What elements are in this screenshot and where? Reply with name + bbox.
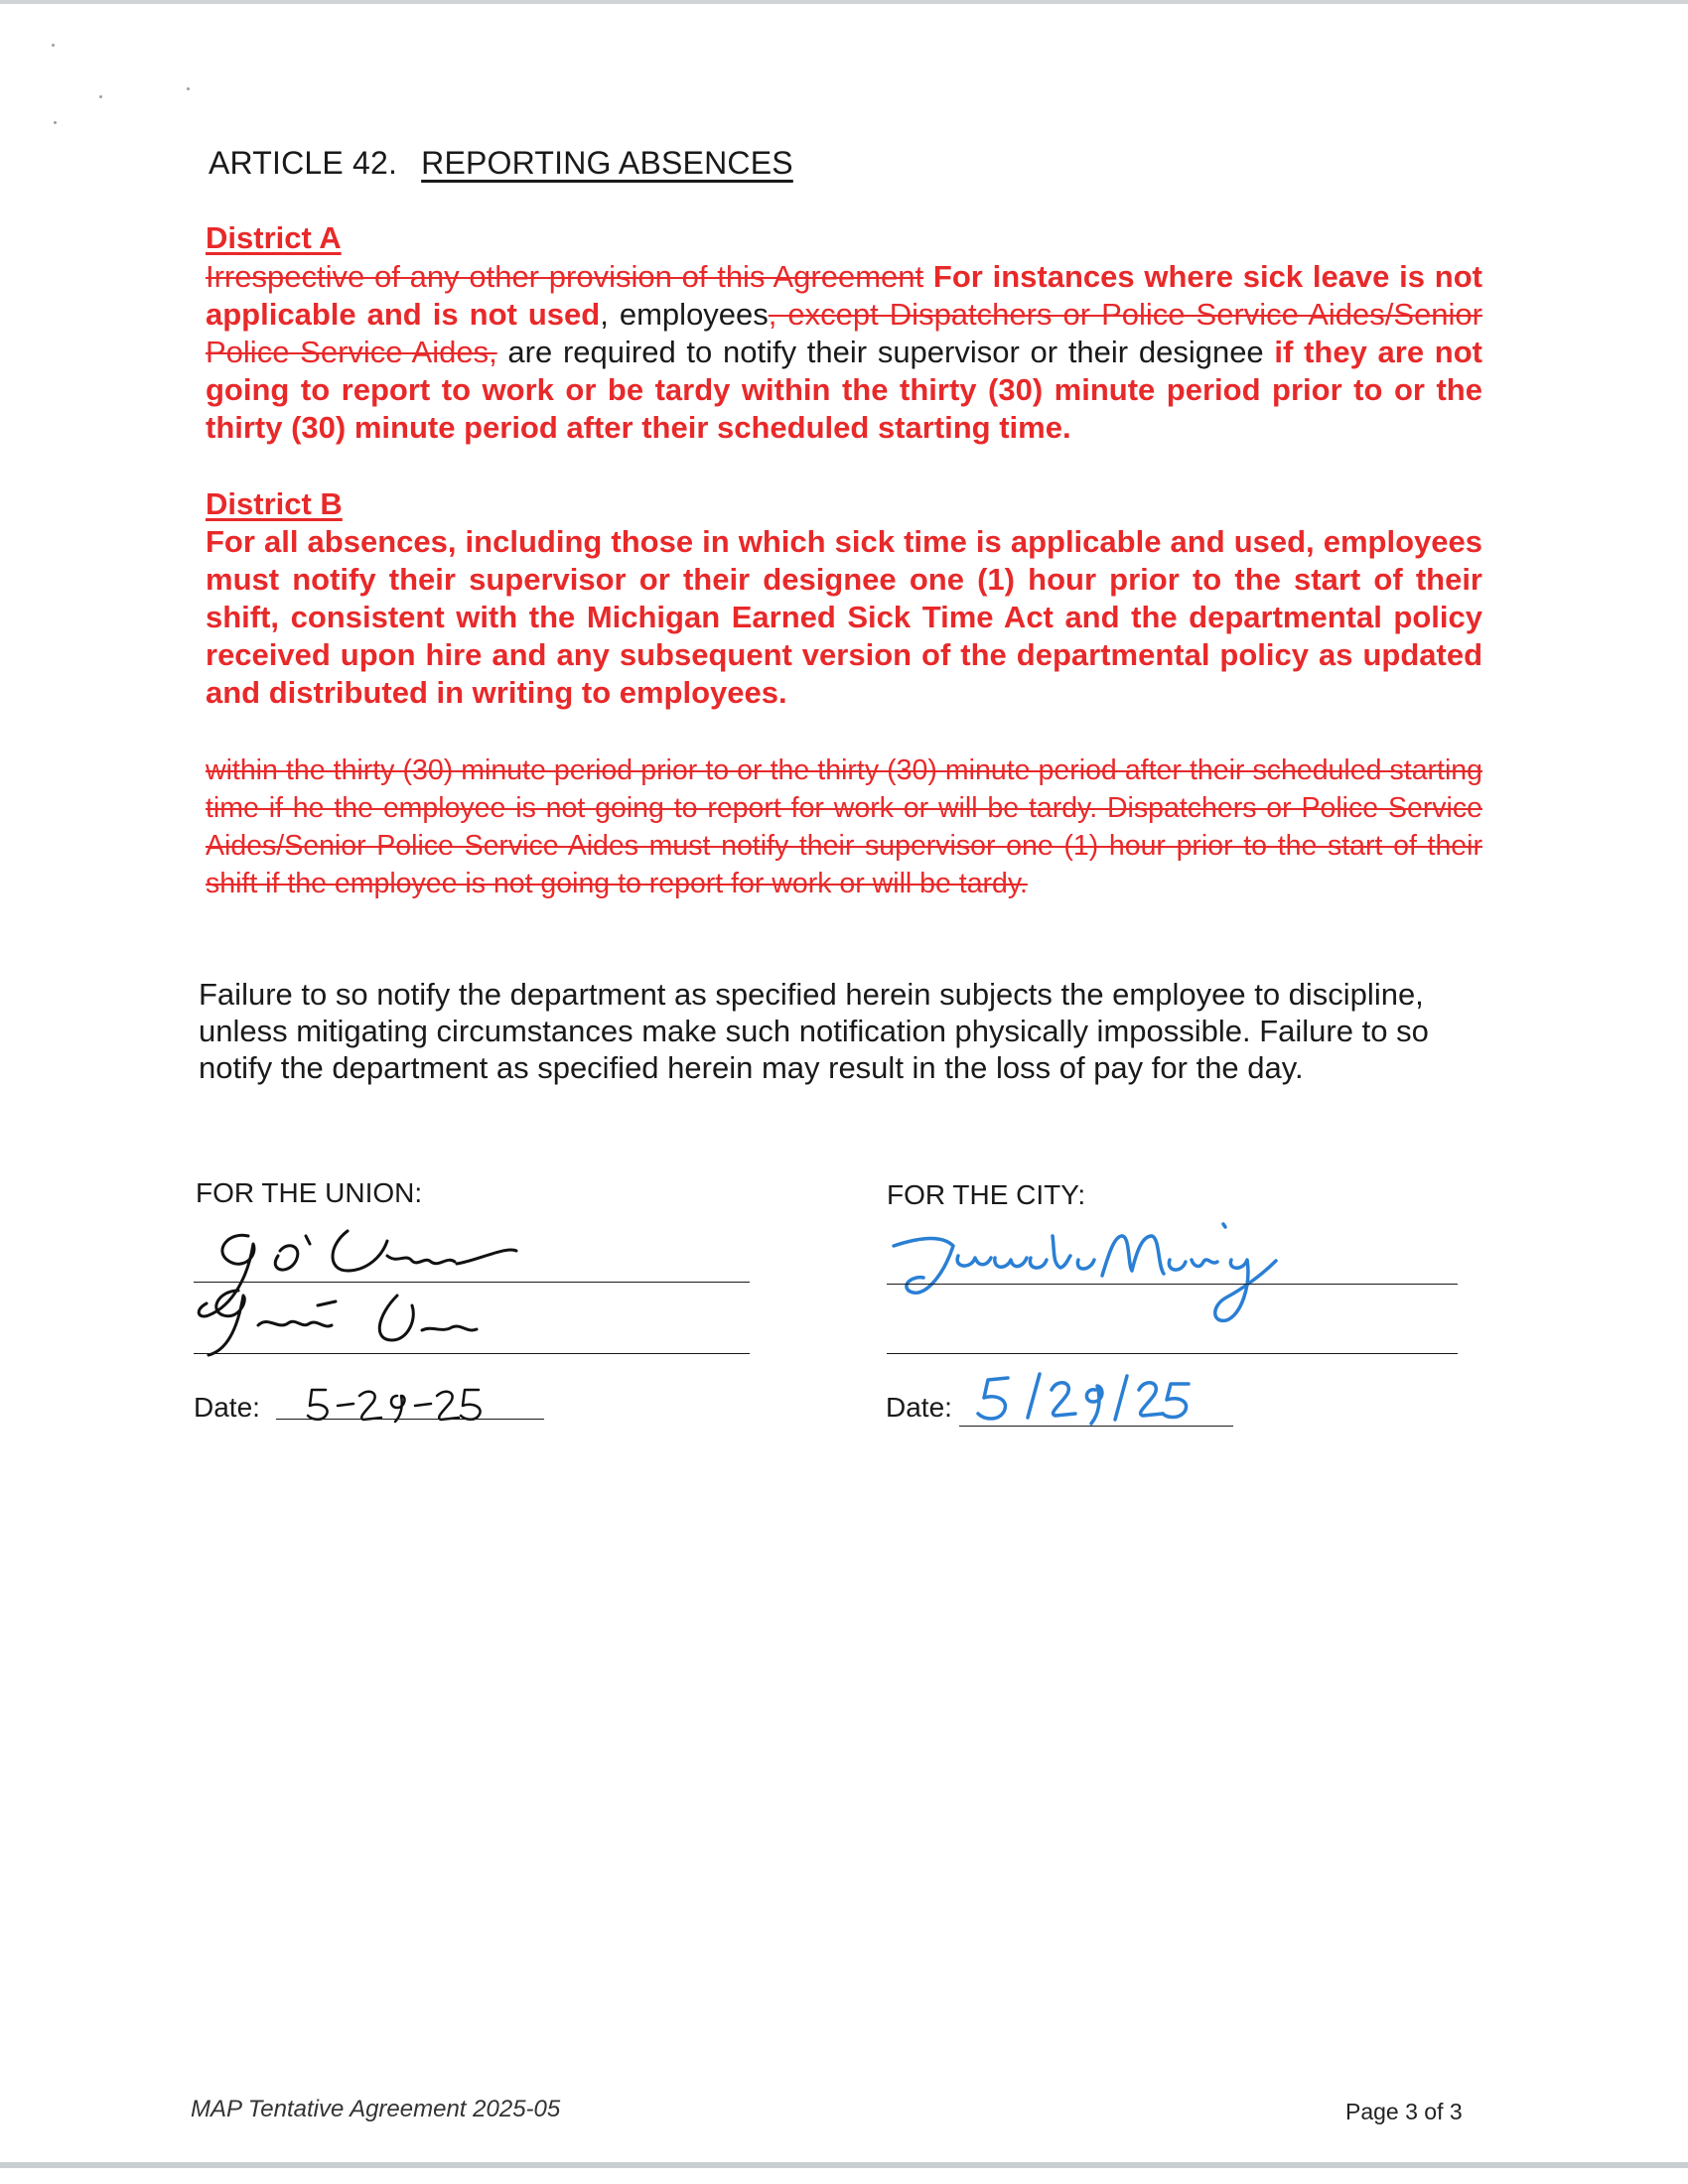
district-a-plain-text-2: are required to notify their supervisor or their designee bbox=[496, 335, 1264, 369]
scan-speck bbox=[54, 121, 57, 124]
city-date-label: Date: bbox=[886, 1392, 952, 1423]
footer-page-number: Page 3 of 3 bbox=[1345, 2099, 1463, 2124]
district-a-heading: District A bbox=[206, 220, 342, 255]
union-date-label: Date: bbox=[194, 1392, 260, 1423]
union-signature-line-1 bbox=[194, 1282, 750, 1283]
district-a-struck-intro: Irrespective of any other provision of this Agreement bbox=[206, 259, 924, 294]
district-a-added-text-2: if they are not going to report to work or be tardy within the thirty (30) minute period prior to or the thirty (30) minute period after their scheduled starting time. bbox=[206, 335, 1482, 445]
city-signature-label: FOR THE CITY: bbox=[887, 1179, 1086, 1210]
page-top-edge bbox=[0, 0, 1688, 4]
city-date-handwritten bbox=[968, 1368, 1196, 1437]
scan-speck bbox=[187, 87, 190, 90]
union-date-line bbox=[276, 1419, 544, 1420]
scan-speck bbox=[52, 44, 55, 47]
district-a-struck-mid: , except Dispatchers or Police Service Aides/Senior Police Service Aides, bbox=[206, 297, 1482, 369]
city-signature-line-1 bbox=[887, 1284, 1458, 1285]
district-a-added-text-1: For instances where sick leave is not applicable and is not used bbox=[206, 259, 1482, 332]
struck-paragraph: within the thirty (30) minute period prior to or the thirty (30) minute period after their scheduled starting time if he the employee is not going to report for work or will be tardy. Dispatchers or Police Service Aides/Senior Police Service Aides must notify their supervisor one (1) hour prior to the start of their shift if the employee is not going to report for work or will be tardy. bbox=[206, 754, 1482, 899]
scan-speck bbox=[99, 95, 102, 98]
district-b-paragraph: For all absences, including those in which sick time is applicable and used, employees must notify their supervisor or their designee one (1) hour prior to the start of their shift, consistent with the Michigan Earned Sick Time Act and the departmental policy received upon hire and any subsequent version of the departmental policy as updated and distributed in writing to employees. bbox=[206, 524, 1482, 710]
union-date-handwritten bbox=[298, 1378, 556, 1437]
union-signature-label: FOR THE UNION: bbox=[196, 1177, 423, 1208]
article-number: ARTICLE 42. bbox=[209, 145, 398, 181]
district-b-heading: District B bbox=[206, 486, 343, 521]
district-a-paragraph bbox=[206, 258, 1482, 447]
article-heading bbox=[209, 145, 793, 182]
page-bottom-edge bbox=[0, 2162, 1688, 2168]
district-a-plain-text-1: , employees bbox=[600, 297, 769, 332]
failure-paragraph: Failure to so notify the department as specified herein subjects the employee to discipline, unless mitigating circumstances make such notification physically impossible. Failure to so notify the department as specified herein may result in the loss of pay for the day. bbox=[199, 977, 1429, 1085]
city-signature-line-2 bbox=[887, 1353, 1458, 1354]
union-signature-line-2 bbox=[194, 1353, 750, 1354]
footer-document-title: MAP Tentative Agreement 2025-05 bbox=[191, 2096, 561, 2122]
city-signature bbox=[884, 1216, 1340, 1345]
city-date-line bbox=[959, 1426, 1233, 1427]
article-title: REPORTING ABSENCES bbox=[421, 145, 793, 181]
